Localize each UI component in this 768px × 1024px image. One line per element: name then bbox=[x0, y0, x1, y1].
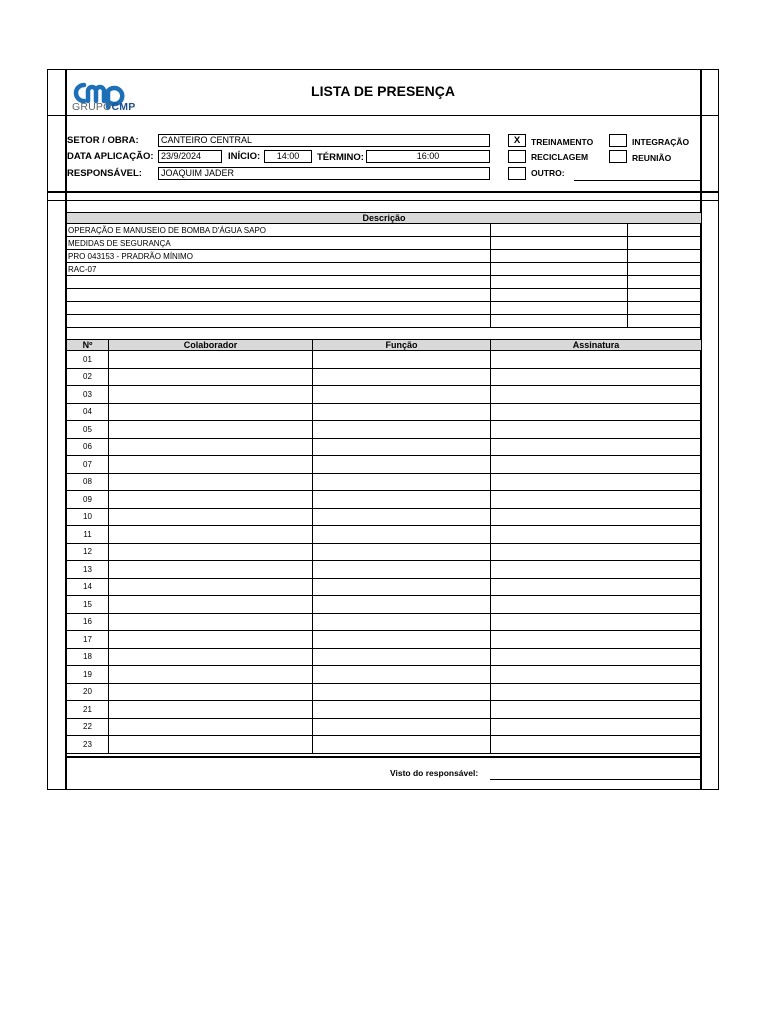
funcao-cell[interactable] bbox=[313, 403, 491, 421]
row-number: 02 bbox=[67, 368, 109, 386]
description-row bbox=[67, 276, 702, 289]
setor-field[interactable]: CANTEIRO CENTRAL bbox=[158, 134, 490, 147]
row-number: 08 bbox=[67, 473, 109, 491]
funcao-cell[interactable] bbox=[313, 561, 491, 579]
description-text[interactable] bbox=[67, 289, 491, 302]
visto-signature-line[interactable] bbox=[490, 779, 700, 780]
description-extra-cell[interactable] bbox=[491, 250, 628, 263]
colaborador-cell[interactable] bbox=[109, 561, 313, 579]
attendance-row bbox=[67, 456, 702, 474]
attendance-row bbox=[67, 648, 702, 666]
responsavel-field[interactable]: JOAQUIM JADER bbox=[158, 167, 490, 180]
reciclagem-checkbox[interactable] bbox=[508, 150, 526, 163]
attendance-row bbox=[67, 508, 702, 526]
funcao-cell[interactable] bbox=[313, 438, 491, 456]
colaborador-cell[interactable] bbox=[109, 473, 313, 491]
description-text[interactable]: OPERAÇÃO E MANUSEIO DE BOMBA D'ÁGUA SAPO bbox=[67, 224, 491, 237]
description-extra-cell[interactable] bbox=[628, 263, 702, 276]
responsavel-label: RESPONSÁVEL: bbox=[67, 168, 142, 179]
funcao-cell[interactable] bbox=[313, 421, 491, 439]
assinatura-cell[interactable] bbox=[491, 508, 702, 526]
row-number: 01 bbox=[67, 351, 109, 369]
description-extra-cell[interactable] bbox=[491, 276, 628, 289]
description-text[interactable] bbox=[67, 315, 491, 328]
treinamento-label: TREINAMENTO bbox=[531, 137, 594, 147]
funcao-cell[interactable] bbox=[313, 473, 491, 491]
colaborador-cell[interactable] bbox=[109, 526, 313, 544]
attendance-row bbox=[67, 491, 702, 509]
attendance-row bbox=[67, 683, 702, 701]
assinatura-cell[interactable] bbox=[491, 596, 702, 614]
attendance-row bbox=[67, 701, 702, 719]
description-row bbox=[67, 289, 702, 302]
assinatura-cell[interactable] bbox=[491, 491, 702, 509]
funcao-cell[interactable] bbox=[313, 456, 491, 474]
description-extra-cell[interactable] bbox=[628, 289, 702, 302]
attendance-row bbox=[67, 736, 702, 754]
row-number: 03 bbox=[67, 386, 109, 404]
data-field[interactable]: 23/9/2024 bbox=[158, 150, 222, 163]
reuniao-checkbox[interactable] bbox=[609, 150, 627, 163]
inicio-label: INÍCIO: bbox=[228, 151, 261, 162]
row-number: 07 bbox=[67, 456, 109, 474]
row-number: 12 bbox=[67, 543, 109, 561]
assinatura-cell[interactable] bbox=[491, 421, 702, 439]
col-header-colaborador: Colaborador bbox=[109, 340, 313, 351]
logo-wordmark: GRUPOCMP bbox=[72, 101, 136, 113]
assinatura-cell[interactable] bbox=[491, 631, 702, 649]
col-header-assinatura: Assinatura bbox=[491, 340, 702, 351]
attendance-row bbox=[67, 351, 702, 369]
description-text[interactable] bbox=[67, 276, 491, 289]
data-label: DATA APLICAÇÃO: bbox=[67, 151, 154, 162]
attendance-row bbox=[67, 473, 702, 491]
description-extra-cell[interactable] bbox=[628, 302, 702, 315]
description-extra-cell[interactable] bbox=[491, 224, 628, 237]
attendance-row bbox=[67, 526, 702, 544]
funcao-cell[interactable] bbox=[313, 578, 491, 596]
funcao-cell[interactable] bbox=[313, 631, 491, 649]
colaborador-cell[interactable] bbox=[109, 508, 313, 526]
attendance-row bbox=[67, 561, 702, 579]
page-title: LISTA DE PRESENÇA bbox=[311, 83, 455, 99]
row-number: 23 bbox=[67, 736, 109, 754]
row-number: 22 bbox=[67, 718, 109, 736]
termino-label: TÉRMINO: bbox=[317, 152, 364, 163]
colaborador-cell[interactable] bbox=[109, 683, 313, 701]
outro-checkbox[interactable] bbox=[508, 167, 526, 180]
description-row bbox=[67, 224, 702, 237]
colaborador-cell[interactable] bbox=[109, 718, 313, 736]
assinatura-cell[interactable] bbox=[491, 666, 702, 684]
description-text[interactable]: MEDIDAS DE SEGURANÇA bbox=[67, 237, 491, 250]
colaborador-cell[interactable] bbox=[109, 543, 313, 561]
description-header: Descrição bbox=[67, 213, 702, 224]
funcao-cell[interactable] bbox=[313, 543, 491, 561]
colaborador-cell[interactable] bbox=[109, 596, 313, 614]
footer-divider bbox=[66, 756, 701, 758]
funcao-cell[interactable] bbox=[313, 736, 491, 754]
description-extra-cell[interactable] bbox=[491, 302, 628, 315]
row-number: 19 bbox=[67, 666, 109, 684]
row-number: 18 bbox=[67, 648, 109, 666]
colaborador-cell[interactable] bbox=[109, 701, 313, 719]
row-number: 16 bbox=[67, 613, 109, 631]
funcao-cell[interactable] bbox=[313, 508, 491, 526]
integracao-label: INTEGRAÇÃO bbox=[632, 137, 690, 147]
funcao-cell[interactable] bbox=[313, 701, 491, 719]
colaborador-cell[interactable] bbox=[109, 456, 313, 474]
description-extra-cell[interactable] bbox=[628, 276, 702, 289]
colaborador-cell[interactable] bbox=[109, 613, 313, 631]
description-text[interactable]: RAC-07 bbox=[67, 263, 491, 276]
colaborador-cell[interactable] bbox=[109, 403, 313, 421]
description-extra-cell[interactable] bbox=[628, 250, 702, 263]
attendance-row bbox=[67, 613, 702, 631]
funcao-cell[interactable] bbox=[313, 718, 491, 736]
attendance-row bbox=[67, 596, 702, 614]
colaborador-cell[interactable] bbox=[109, 351, 313, 369]
row-number: 04 bbox=[67, 403, 109, 421]
reciclagem-label: RECICLAGEM bbox=[531, 152, 589, 162]
attendance-row bbox=[67, 578, 702, 596]
row-number: 14 bbox=[67, 578, 109, 596]
description-extra-cell[interactable] bbox=[491, 237, 628, 250]
attendance-table bbox=[66, 339, 702, 754]
description-text[interactable] bbox=[67, 302, 491, 315]
attendance-row bbox=[67, 386, 702, 404]
funcao-cell[interactable] bbox=[313, 526, 491, 544]
assinatura-cell[interactable] bbox=[491, 613, 702, 631]
attendance-row bbox=[67, 403, 702, 421]
funcao-cell[interactable] bbox=[313, 596, 491, 614]
row-number: 20 bbox=[67, 683, 109, 701]
funcao-cell[interactable] bbox=[313, 666, 491, 684]
attendance-row bbox=[67, 718, 702, 736]
assinatura-cell[interactable] bbox=[491, 648, 702, 666]
funcao-cell[interactable] bbox=[313, 368, 491, 386]
attendance-row bbox=[67, 666, 702, 684]
description-row bbox=[67, 315, 702, 328]
row-number: 13 bbox=[67, 561, 109, 579]
assinatura-cell[interactable] bbox=[491, 578, 702, 596]
header-divider bbox=[47, 115, 719, 116]
assinatura-cell[interactable] bbox=[491, 526, 702, 544]
assinatura-cell[interactable] bbox=[491, 368, 702, 386]
assinatura-cell[interactable] bbox=[491, 351, 702, 369]
description-extra-cell[interactable] bbox=[491, 263, 628, 276]
funcao-cell[interactable] bbox=[313, 683, 491, 701]
attendance-row bbox=[67, 421, 702, 439]
description-text[interactable]: PRO 043153 - PRADRÃO MÍNIMO bbox=[67, 250, 491, 263]
funcao-cell[interactable] bbox=[313, 386, 491, 404]
colaborador-cell[interactable] bbox=[109, 648, 313, 666]
colaborador-cell[interactable] bbox=[109, 491, 313, 509]
row-number: 09 bbox=[67, 491, 109, 509]
description-extra-cell[interactable] bbox=[491, 315, 628, 328]
row-number: 06 bbox=[67, 438, 109, 456]
description-table bbox=[66, 212, 702, 328]
colaborador-cell[interactable] bbox=[109, 578, 313, 596]
funcao-cell[interactable] bbox=[313, 491, 491, 509]
attendance-row bbox=[67, 631, 702, 649]
row-number: 15 bbox=[67, 596, 109, 614]
termino-field[interactable]: 16:00 bbox=[366, 150, 490, 163]
assinatura-cell[interactable] bbox=[491, 438, 702, 456]
form-divider-2 bbox=[47, 200, 719, 201]
colaborador-cell[interactable] bbox=[109, 421, 313, 439]
description-row bbox=[67, 237, 702, 250]
outro-label: OUTRO: bbox=[531, 168, 565, 178]
colaborador-cell[interactable] bbox=[109, 666, 313, 684]
assinatura-cell[interactable] bbox=[491, 718, 702, 736]
description-row bbox=[67, 302, 702, 315]
treinamento-checkbox[interactable]: X bbox=[508, 134, 526, 147]
outro-input-line[interactable] bbox=[574, 180, 700, 181]
assinatura-cell[interactable] bbox=[491, 403, 702, 421]
row-number: 17 bbox=[67, 631, 109, 649]
assinatura-cell[interactable] bbox=[491, 456, 702, 474]
attendance-row bbox=[67, 438, 702, 456]
col-header-funcao: Função bbox=[313, 340, 491, 351]
integracao-checkbox[interactable] bbox=[609, 134, 627, 147]
attendance-row bbox=[67, 543, 702, 561]
visto-label: Visto do responsável: bbox=[390, 768, 479, 778]
assinatura-cell[interactable] bbox=[491, 683, 702, 701]
assinatura-cell[interactable] bbox=[491, 473, 702, 491]
form-divider bbox=[47, 191, 719, 193]
assinatura-cell[interactable] bbox=[491, 736, 702, 754]
description-extra-cell[interactable] bbox=[491, 289, 628, 302]
funcao-cell[interactable] bbox=[313, 613, 491, 631]
row-number: 10 bbox=[67, 508, 109, 526]
attendance-row bbox=[67, 368, 702, 386]
row-number: 05 bbox=[67, 421, 109, 439]
inicio-field[interactable]: 14:00 bbox=[264, 150, 312, 163]
reuniao-label: REUNIÃO bbox=[632, 153, 672, 163]
description-extra-cell[interactable] bbox=[628, 315, 702, 328]
funcao-cell[interactable] bbox=[313, 648, 491, 666]
colaborador-cell[interactable] bbox=[109, 386, 313, 404]
funcao-cell[interactable] bbox=[313, 351, 491, 369]
assinatura-cell[interactable] bbox=[491, 543, 702, 561]
description-extra-cell[interactable] bbox=[628, 224, 702, 237]
colaborador-cell[interactable] bbox=[109, 736, 313, 754]
assinatura-cell[interactable] bbox=[491, 701, 702, 719]
setor-label: SETOR / OBRA: bbox=[67, 135, 139, 146]
description-row bbox=[67, 263, 702, 276]
col-header-numero: Nº bbox=[67, 340, 109, 351]
assinatura-cell[interactable] bbox=[491, 386, 702, 404]
description-extra-cell[interactable] bbox=[628, 237, 702, 250]
colaborador-cell[interactable] bbox=[109, 368, 313, 386]
row-number: 21 bbox=[67, 701, 109, 719]
assinatura-cell[interactable] bbox=[491, 561, 702, 579]
description-row bbox=[67, 250, 702, 263]
colaborador-cell[interactable] bbox=[109, 631, 313, 649]
row-number: 11 bbox=[67, 526, 109, 544]
colaborador-cell[interactable] bbox=[109, 438, 313, 456]
